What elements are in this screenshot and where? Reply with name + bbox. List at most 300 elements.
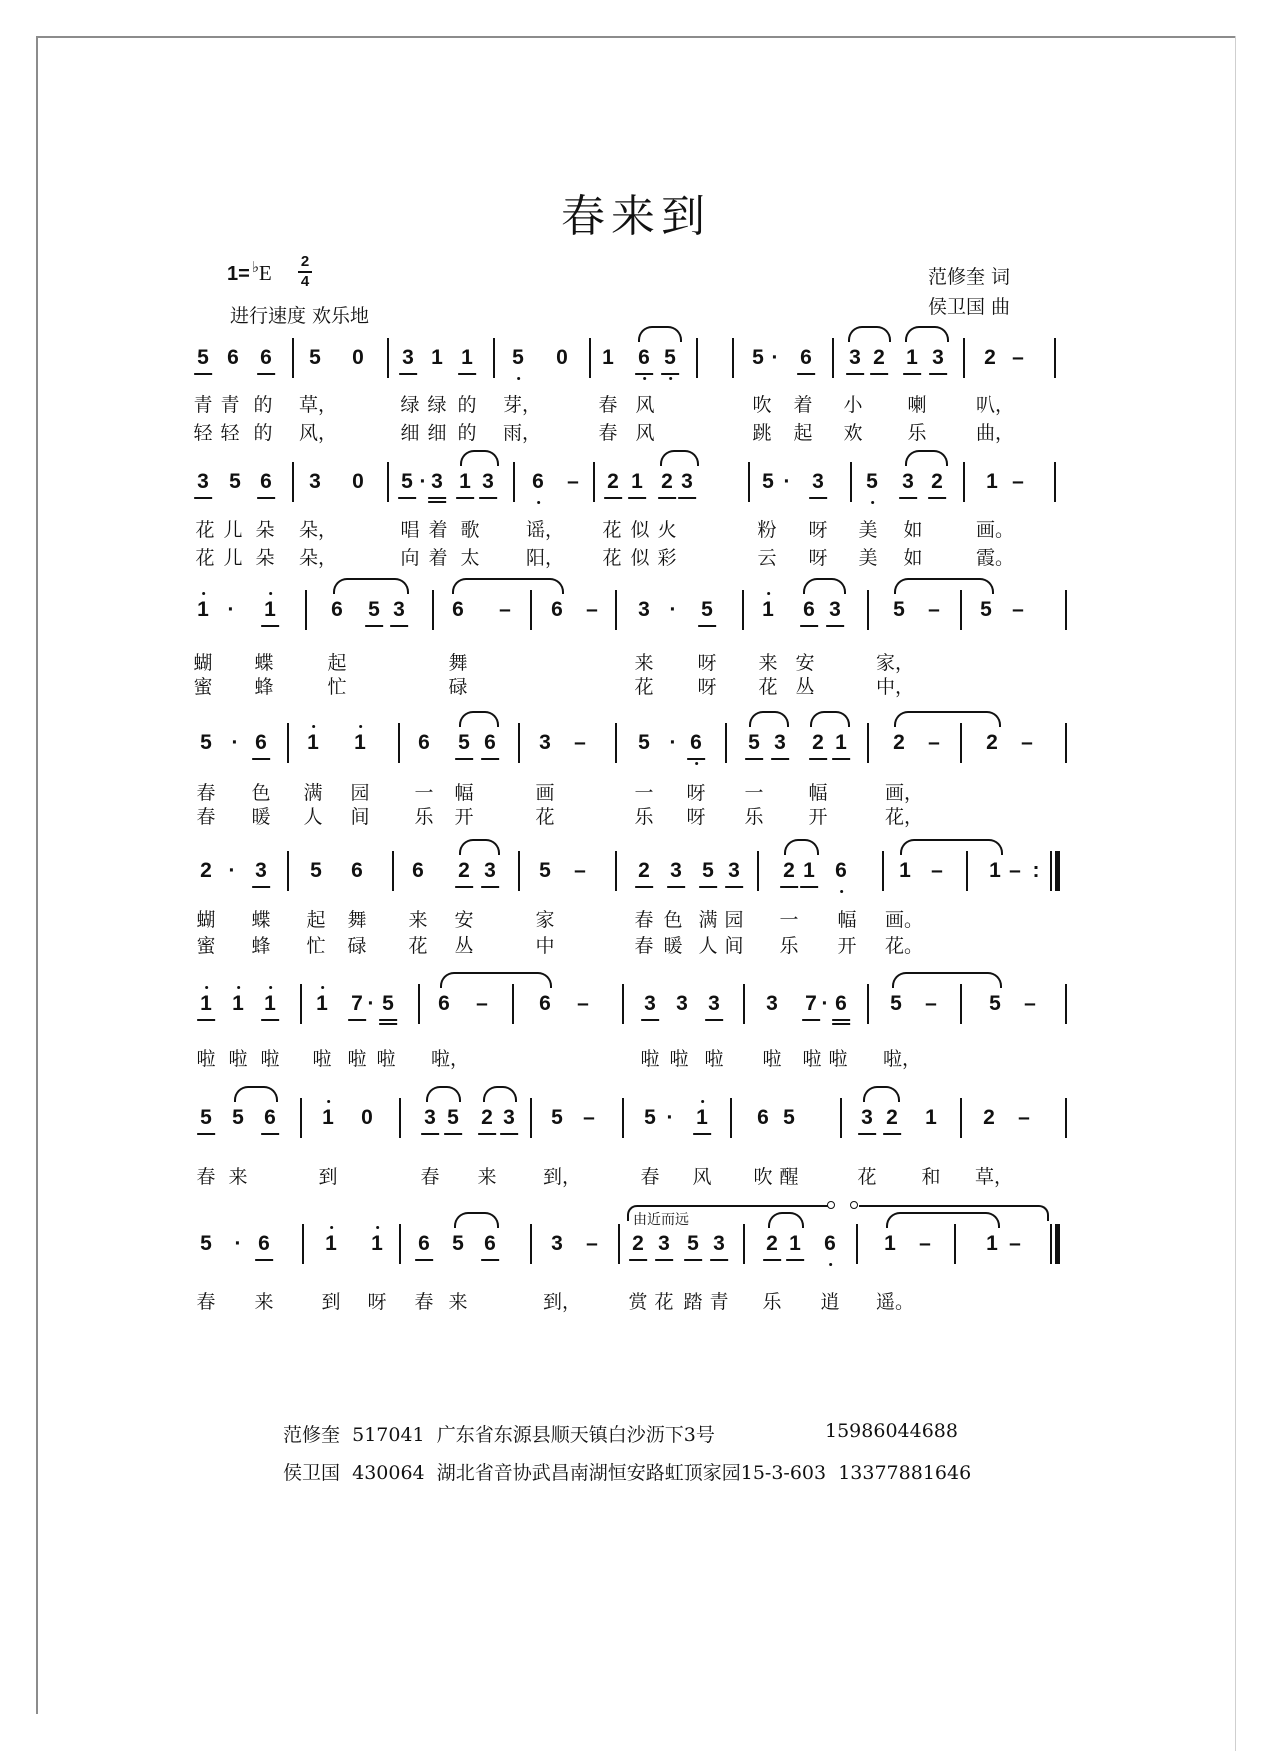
underline-eighth <box>899 497 917 499</box>
lyric-syllable: 花 <box>195 519 215 541</box>
note <box>551 598 563 622</box>
note-digit: 6 <box>351 859 363 882</box>
note-digit: 5 <box>551 1106 563 1129</box>
dash-hold <box>574 731 586 755</box>
note-digit: 6 <box>835 859 847 882</box>
note <box>351 992 363 1016</box>
underline-eighth <box>655 1259 673 1261</box>
lyric-syllable: 到， <box>542 1166 582 1188</box>
page-border-right <box>1235 36 1236 1751</box>
barline <box>622 984 624 1024</box>
lyric-syllable: 色 <box>663 909 683 931</box>
note-digit: 2 <box>458 859 470 882</box>
lyric-syllable: 呀 <box>686 806 706 828</box>
lyric-syllable: 乐 <box>907 422 927 444</box>
lyric-syllable: 开 <box>454 806 474 828</box>
underline-eighth <box>478 1133 496 1135</box>
note-digit: 3 <box>829 598 841 621</box>
octave-up-dot-icon <box>327 1100 330 1103</box>
note-digit: 1 <box>835 731 847 754</box>
note <box>402 346 414 370</box>
dash-hold <box>567 470 579 494</box>
lyric-syllable: 蝶 <box>251 909 271 931</box>
contact-address: 广东省东源县顺天镇白沙沥下3号 <box>436 1424 715 1446</box>
lyric-syllable: 呀 <box>697 676 717 698</box>
dot-augmentation <box>784 470 791 494</box>
lyric-syllable: 草， <box>298 394 338 416</box>
barline <box>292 338 294 378</box>
underline-eighth <box>261 625 279 627</box>
barline <box>593 462 595 502</box>
note-digit: · <box>669 731 677 754</box>
bracket-circle-start-icon <box>850 1201 858 1209</box>
note-digit: 5 <box>893 598 905 621</box>
barline <box>960 984 962 1024</box>
page-border-left <box>36 36 38 1714</box>
note <box>638 346 650 370</box>
note-digit: 3 <box>670 859 682 882</box>
contact-phone: 13377881646 <box>838 1462 972 1484</box>
lyric-syllable: 跳 <box>752 422 772 444</box>
lyric-syllable: 朵 <box>255 547 275 569</box>
barline <box>963 338 965 378</box>
lyric-syllable: 开 <box>837 935 857 957</box>
note-digit: 0 <box>352 346 364 369</box>
lyric-syllable: 朵， <box>298 547 338 569</box>
lyric-syllable: 花 <box>602 547 622 569</box>
note-digit: 2 <box>481 1106 493 1129</box>
slur-arc <box>459 839 500 855</box>
time-signature-top: 2 <box>300 253 310 270</box>
note <box>264 598 276 622</box>
lyric-syllable: 来 <box>408 909 428 931</box>
note <box>766 992 778 1016</box>
note <box>452 1232 464 1256</box>
slur-arc <box>460 450 499 466</box>
lyric-syllable: 丛 <box>454 935 474 957</box>
note-digit: 1 <box>197 598 209 621</box>
note <box>631 470 643 494</box>
note-digit: 3 <box>766 992 778 1015</box>
underline-eighth <box>809 758 827 760</box>
note-digit: 6 <box>532 470 544 493</box>
barline <box>867 723 869 763</box>
note <box>984 346 996 370</box>
lyric-syllable: 彩 <box>657 547 677 569</box>
note <box>805 992 817 1016</box>
lyric-syllable: 阳， <box>525 547 565 569</box>
lyric-syllable: 啦 <box>260 1048 280 1070</box>
note-digit: 3 <box>861 1106 873 1129</box>
note <box>310 859 322 883</box>
note-digit: 1 <box>789 1232 801 1255</box>
barline <box>963 462 965 502</box>
lyric-syllable: 醒 <box>779 1166 799 1188</box>
barline <box>1065 1098 1067 1138</box>
note <box>849 346 861 370</box>
lyric-syllable: 草， <box>974 1166 1014 1188</box>
note-digit: 3 <box>812 470 824 493</box>
note-digit: 5 <box>197 346 209 369</box>
underline-eighth <box>725 886 743 888</box>
barline <box>748 462 750 502</box>
note <box>906 346 918 370</box>
lyric-syllable: 春 <box>414 1291 434 1313</box>
barline <box>966 851 968 891</box>
note-digit: – <box>586 1232 598 1255</box>
lyric-syllable: 乐 <box>762 1291 782 1313</box>
note <box>757 1106 769 1130</box>
barline <box>399 1098 401 1138</box>
dash-hold <box>1024 992 1036 1016</box>
barline <box>743 1224 745 1264</box>
note-digit: 5 <box>980 598 992 621</box>
note-digit: 1 <box>307 731 319 754</box>
slur-arc <box>459 711 499 727</box>
note-digit: 5 <box>447 1106 459 1129</box>
note-digit: 6 <box>690 731 702 754</box>
lyric-syllable: 啦 <box>196 1048 216 1070</box>
note <box>551 1232 563 1256</box>
note-digit: 1 <box>986 470 998 493</box>
composer-credit: 侯卫国 曲 <box>928 296 1011 318</box>
note-digit: · <box>227 598 235 621</box>
slur-arc <box>768 1212 804 1228</box>
lyric-syllable: 如 <box>903 547 923 569</box>
note-digit: – <box>1009 859 1021 882</box>
note-digit: 2 <box>812 731 824 754</box>
note <box>361 1106 373 1130</box>
note <box>371 1232 383 1256</box>
note-digit: · <box>231 731 239 754</box>
underline-eighth <box>846 373 864 375</box>
barline <box>840 1098 842 1138</box>
note-digit: 5 <box>783 1106 795 1129</box>
lyric-syllable: 细 <box>400 422 420 444</box>
lyric-syllable: 叭， <box>975 394 1015 416</box>
barline <box>300 984 302 1024</box>
lyric-syllable: 起 <box>793 422 813 444</box>
lyric-syllable: 乐 <box>414 806 434 828</box>
underline-eighth <box>745 758 763 760</box>
lyric-syllable: 幅 <box>454 782 474 804</box>
footer-contact-2 <box>283 1458 971 1485</box>
note-digit: 2 <box>984 346 996 369</box>
note <box>458 859 470 883</box>
barline <box>1054 462 1056 502</box>
note-digit: – <box>919 1232 931 1255</box>
underline-eighth <box>390 625 408 627</box>
dot-augmentation <box>822 992 829 1016</box>
lyric-syllable: 的 <box>457 422 477 444</box>
underline-eighth <box>197 1133 215 1135</box>
lyric-syllable: 春 <box>420 1166 440 1188</box>
lyric-syllable: 花 <box>758 676 778 698</box>
lyric-syllable: 的 <box>253 422 273 444</box>
note-digit: 3 <box>728 859 740 882</box>
note-digit: 6 <box>638 346 650 369</box>
note <box>986 470 998 494</box>
dash-hold <box>1009 859 1021 883</box>
lyric-syllable: 曲， <box>975 422 1015 444</box>
note-digit: 6 <box>255 731 267 754</box>
note-digit: 3 <box>902 470 914 493</box>
note-digit: 5 <box>232 1106 244 1129</box>
note <box>539 731 551 755</box>
note-digit: 2 <box>931 470 943 493</box>
lyric-syllable: 呀 <box>808 547 828 569</box>
underline-eighth <box>693 1133 711 1135</box>
note-digit: 3 <box>849 346 861 369</box>
dash-hold <box>1018 1106 1030 1130</box>
lyric-syllable: 间 <box>350 806 370 828</box>
octave-up-dot-icon <box>312 725 315 728</box>
note-digit: 5 <box>989 992 1001 1015</box>
note-digit: 1 <box>461 346 473 369</box>
lyric-syllable: 啦 <box>669 1048 689 1070</box>
note-digit: 1 <box>906 346 918 369</box>
note <box>783 859 795 883</box>
lyric-syllable: 满 <box>698 909 718 931</box>
lyric-syllable: 轻 <box>193 422 213 444</box>
underline-sixteenth <box>379 1023 397 1025</box>
lyric-syllable: 花 <box>535 806 555 828</box>
note-digit: 3 <box>713 1232 725 1255</box>
note <box>331 598 343 622</box>
repeat-barline-thin <box>1050 851 1052 891</box>
lyric-syllable: 风 <box>635 394 655 416</box>
lyric-syllable: 美 <box>858 547 878 569</box>
note-digit: 5 <box>644 1106 656 1129</box>
barline <box>398 723 400 763</box>
note-digit: 5 <box>512 346 524 369</box>
note-digit: 3 <box>402 346 414 369</box>
octave-down-dot-icon <box>871 501 874 504</box>
note-digit: 5 <box>539 859 551 882</box>
lyric-syllable: 春 <box>196 782 216 804</box>
lyric-syllable: 碌 <box>347 935 367 957</box>
note <box>893 731 905 755</box>
lyric-syllable: 花 <box>408 935 428 957</box>
barline <box>287 851 289 891</box>
note-digit: 1 <box>602 346 614 369</box>
note-digit: 3 <box>393 598 405 621</box>
lyric-syllable: 花 <box>654 1291 674 1313</box>
barline <box>867 984 869 1024</box>
note-digit: 2 <box>893 731 905 754</box>
note <box>556 346 568 370</box>
lyric-syllable: 如 <box>903 519 923 541</box>
note-digit: 2 <box>632 1232 644 1255</box>
lyric-syllable: 人 <box>303 806 323 828</box>
octave-up-dot-icon <box>330 1226 333 1229</box>
note <box>539 992 551 1016</box>
octave-down-dot-icon <box>840 890 843 893</box>
note-digit: 0 <box>556 346 568 369</box>
note <box>890 992 902 1016</box>
note <box>352 346 364 370</box>
lyric-syllable: 春 <box>196 1291 216 1313</box>
tempo-marking: 进行速度 欢乐地 <box>230 305 370 327</box>
key-prefix: 1= <box>227 263 250 285</box>
barline <box>856 1224 858 1264</box>
note-digit: 6 <box>264 1106 276 1129</box>
barline <box>399 1224 401 1264</box>
lyric-syllable: 啦 <box>640 1048 660 1070</box>
note <box>829 598 841 622</box>
dash-hold <box>583 1106 595 1130</box>
lyric-syllable: 朵， <box>298 519 338 541</box>
lyric-syllable: 春 <box>196 1166 216 1188</box>
lyric-syllable: 小 <box>843 394 863 416</box>
slur-arc <box>863 1086 900 1102</box>
lyric-syllable: 暖 <box>251 806 271 828</box>
slur-arc <box>894 711 1001 727</box>
lyric-syllable: 乐 <box>634 806 654 828</box>
lyric-syllable: 风 <box>692 1166 712 1188</box>
dot-augmentation <box>228 598 235 622</box>
lyric-syllable: 呀 <box>686 782 706 804</box>
lyric-syllable: 起 <box>327 652 347 674</box>
barline <box>292 462 294 502</box>
note-digit: 3 <box>681 470 693 493</box>
underline-eighth <box>604 497 622 499</box>
underline-eighth <box>802 1019 820 1021</box>
barline <box>960 590 962 630</box>
lyric-syllable: 啦 <box>312 1048 332 1070</box>
slur-arc <box>660 450 699 466</box>
note <box>893 598 905 622</box>
note-digit: 1 <box>803 859 815 882</box>
lyric-syllable: 忙 <box>327 676 347 698</box>
lyric-syllable: 来 <box>228 1166 248 1188</box>
note <box>638 731 650 755</box>
barline <box>832 338 834 378</box>
note-digit: – <box>586 598 598 621</box>
contact-name: 侯卫国 <box>283 1462 341 1484</box>
note <box>701 598 713 622</box>
underline-eighth <box>456 497 474 499</box>
underline-eighth <box>379 1019 397 1021</box>
note-digit: · <box>367 992 375 1015</box>
note-digit: 6 <box>484 1232 496 1255</box>
underline-eighth <box>710 1259 728 1261</box>
lyric-syllable: 蝴 <box>193 652 213 674</box>
lyric-syllable: 开 <box>808 806 828 828</box>
lyric-syllable: 来 <box>448 1291 468 1313</box>
note-digit: 5 <box>866 470 878 493</box>
lyric-syllable: 唱 <box>400 519 420 541</box>
note-digit: 6 <box>258 1232 270 1255</box>
lyric-syllable: 着 <box>428 547 448 569</box>
note <box>632 1232 644 1256</box>
lyricist-credit: 范修奎 词 <box>928 266 1011 288</box>
octave-down-dot-icon <box>517 377 520 380</box>
lyric-syllable: 园 <box>350 782 370 804</box>
note-digit: 6 <box>331 598 343 621</box>
lyric-syllable: 到， <box>542 1291 582 1313</box>
barline <box>300 1098 302 1138</box>
lyric-syllable: 幅 <box>837 909 857 931</box>
note <box>728 859 740 883</box>
octave-up-dot-icon <box>767 592 770 595</box>
lyric-syllable: 春 <box>640 1166 660 1188</box>
lyric-syllable: 起 <box>306 909 326 931</box>
lyric-syllable: 啦 <box>376 1048 396 1070</box>
barline <box>622 1098 624 1138</box>
lyric-syllable: 啦 <box>347 1048 367 1070</box>
dot-augmentation <box>235 1232 242 1256</box>
underline-eighth <box>261 1133 279 1135</box>
note <box>774 731 786 755</box>
note <box>983 1106 995 1130</box>
note-digit: 1 <box>354 731 366 754</box>
note <box>696 1106 708 1130</box>
note-digit: · <box>228 859 236 882</box>
underline-eighth <box>832 1019 850 1021</box>
underline-eighth <box>455 886 473 888</box>
underline-sixteenth <box>832 1023 850 1025</box>
lyric-syllable: 到 <box>321 1291 341 1313</box>
dash-hold <box>928 598 940 622</box>
footer-contact-1 <box>283 1420 715 1447</box>
note <box>708 992 720 1016</box>
note <box>412 859 424 883</box>
lyric-syllable: 喇 <box>907 394 927 416</box>
lyric-syllable: 舞 <box>347 909 367 931</box>
note <box>800 346 812 370</box>
lyric-syllable: 人 <box>698 935 718 957</box>
lyric-syllable: 朵 <box>255 519 275 541</box>
note-digit: 1 <box>884 1232 896 1255</box>
note <box>447 1106 459 1130</box>
note <box>638 598 650 622</box>
note-digit: : <box>1032 859 1040 882</box>
barline <box>757 851 759 891</box>
note <box>644 1106 656 1130</box>
lyric-syllable: 碌 <box>448 676 468 698</box>
lyric-syllable: 啦， <box>430 1048 470 1070</box>
note-digit: – <box>1021 731 1033 754</box>
note <box>638 859 650 883</box>
note-digit: 2 <box>783 859 795 882</box>
lyric-syllable: 似 <box>630 519 650 541</box>
lyric-syllable: 安 <box>795 652 815 674</box>
note-digit: 6 <box>757 1106 769 1129</box>
note <box>307 731 319 755</box>
underline-eighth <box>257 373 275 375</box>
note <box>931 470 943 494</box>
note-digit: 1 <box>322 1106 334 1129</box>
dot-augmentation <box>229 859 236 883</box>
note <box>200 731 212 755</box>
lyric-syllable: 蝴 <box>196 909 216 931</box>
barline <box>287 723 289 763</box>
note <box>232 992 244 1016</box>
note <box>418 1232 430 1256</box>
underline-eighth <box>658 497 676 499</box>
note-digit: – <box>1018 1106 1030 1129</box>
note <box>835 731 847 755</box>
note-digit: 3 <box>676 992 688 1015</box>
underline-eighth <box>800 625 818 627</box>
note-digit: – <box>476 992 488 1015</box>
slur-arc <box>810 711 850 727</box>
underline-eighth <box>684 1259 702 1261</box>
note <box>664 346 676 370</box>
note <box>484 731 496 755</box>
barline <box>392 851 394 891</box>
